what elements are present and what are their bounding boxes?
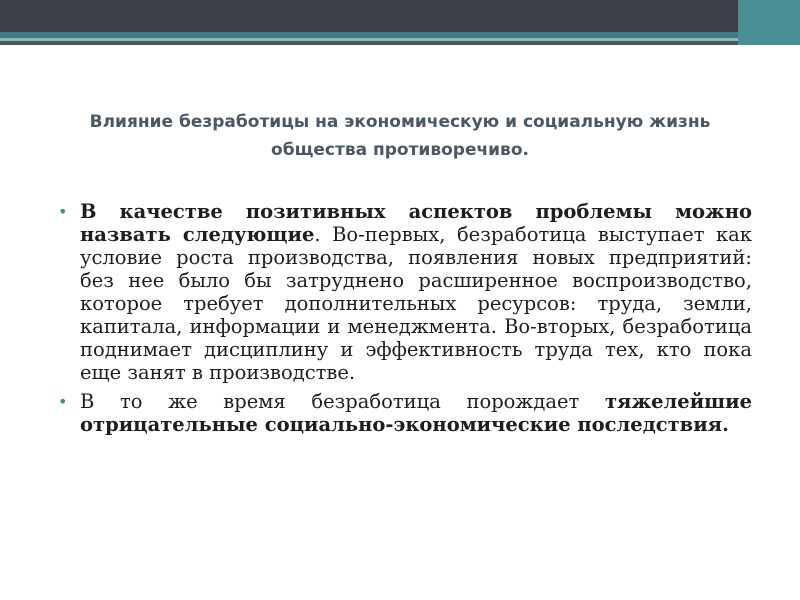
bullet-marker-icon: • [58, 202, 68, 221]
header-corner-accent [738, 0, 800, 45]
header-stripe-dark [0, 41, 800, 45]
header-band [0, 0, 800, 32]
bullet-marker-icon: • [58, 392, 68, 411]
bullet-lead-bold: В качестве позитивных аспектов проблемы можно назвать следующие [80, 200, 752, 246]
slide-title: Влияние безработицы на экономическую и социальную жизнь общества противоречиво. [89, 112, 711, 160]
bullet-list [58, 200, 752, 436]
slide-body [58, 200, 752, 442]
bullet-tail-bold: тяжелейшие отрицательные социально-экономические последствия. [80, 390, 752, 436]
bullet-item-positive [58, 200, 752, 384]
bullet-item-negative [58, 390, 752, 436]
bullet-text: В то же время безработица порождает [80, 390, 605, 413]
bullet-text: . Во-первых, безработица выступает как условие роста производства, появления новых предприятий: без нее было бы затруднено расширенное воспроизводство, которое требует дополнительных ресурсов: труда, земли, капитала, информации и менеджмента. Во-вторых, безработица поднимает дисциплину и эффективность труда тех, кто пока еще занят в производстве. [80, 223, 752, 384]
